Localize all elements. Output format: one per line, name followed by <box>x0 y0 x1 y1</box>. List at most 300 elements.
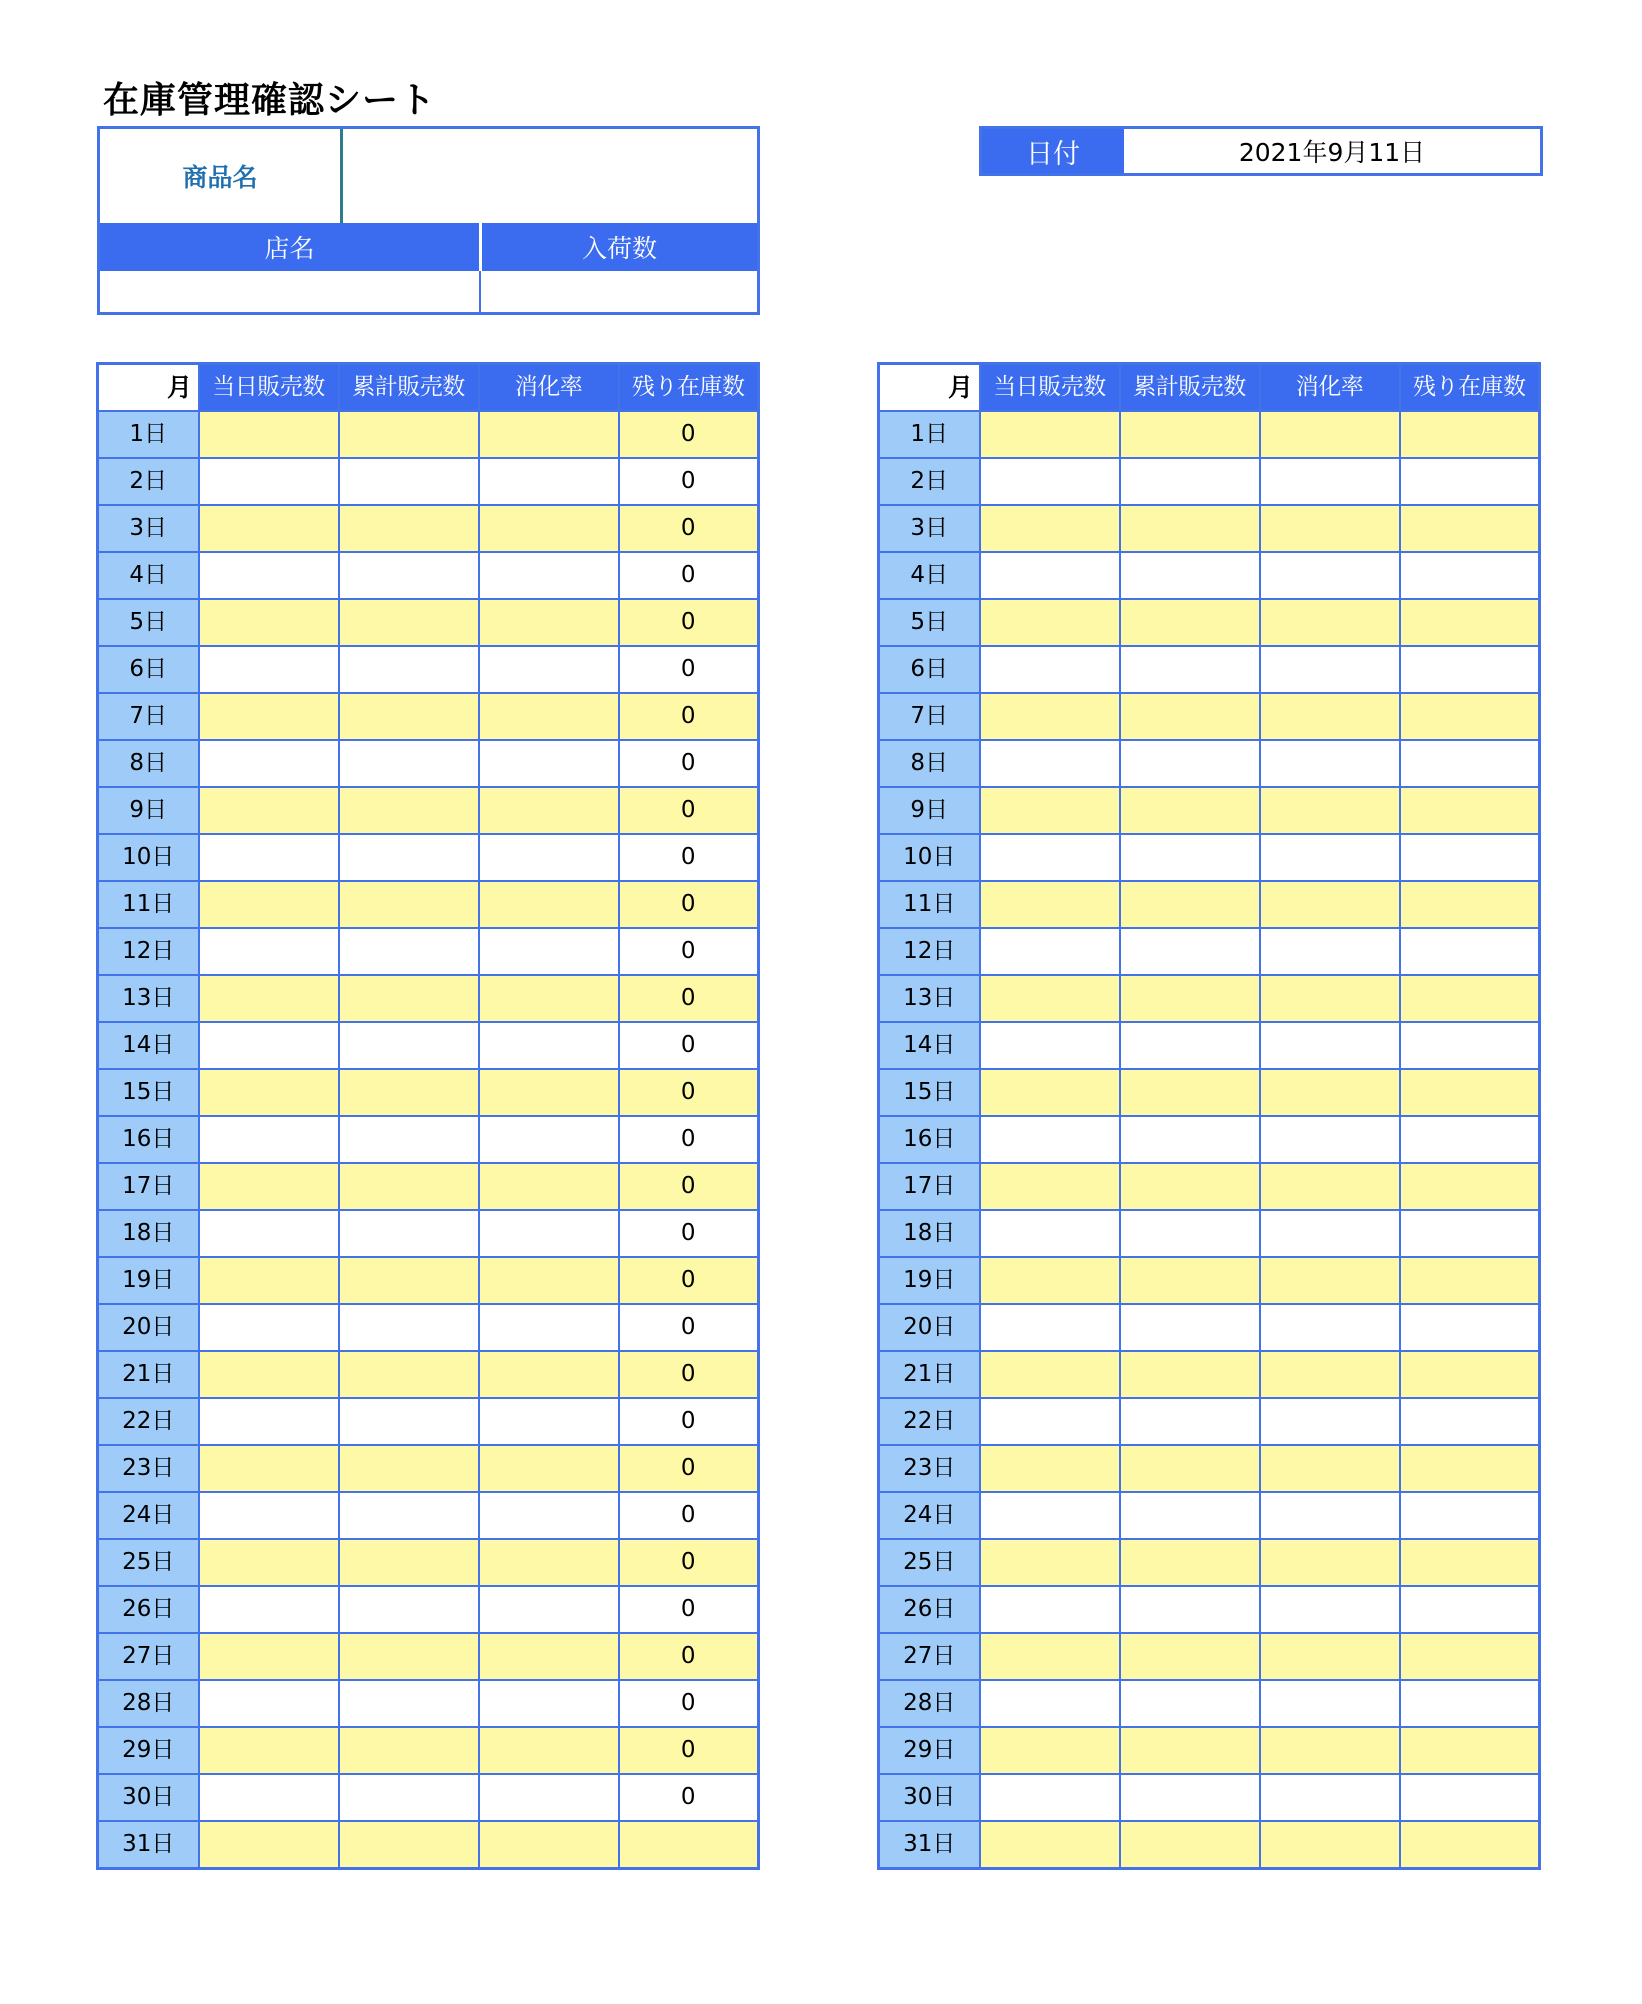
store-name-field[interactable] <box>100 271 479 312</box>
digestion-rate-cell[interactable] <box>479 599 619 646</box>
cumulative-sales-cell[interactable] <box>339 1351 479 1398</box>
digestion-rate-cell[interactable] <box>479 1351 619 1398</box>
remaining-stock-cell[interactable] <box>1400 1351 1540 1398</box>
cumulative-sales-cell[interactable] <box>339 1257 479 1304</box>
cumulative-sales-cell[interactable] <box>339 928 479 975</box>
cumulative-sales-cell[interactable] <box>339 1680 479 1727</box>
daily-sales-cell[interactable] <box>980 599 1120 646</box>
digestion-rate-cell[interactable] <box>1260 1069 1400 1116</box>
digestion-rate-cell[interactable] <box>1260 599 1400 646</box>
day-label: 30日 <box>98 1774 199 1821</box>
table-row <box>879 1163 1540 1210</box>
daily-sales-cell[interactable] <box>980 458 1120 505</box>
remaining-stock-cell[interactable] <box>1400 1680 1540 1727</box>
digestion-rate-cell[interactable] <box>1260 1680 1400 1727</box>
daily-sales-cell[interactable] <box>199 1069 339 1116</box>
table-row <box>98 411 759 458</box>
digestion-rate-cell[interactable] <box>1260 1351 1400 1398</box>
remaining-stock-cell[interactable]: 0 <box>619 1304 759 1351</box>
digestion-rate-cell[interactable] <box>479 1492 619 1539</box>
daily-sales-cell[interactable] <box>980 1821 1120 1869</box>
remaining-stock-cell[interactable]: 0 <box>619 975 759 1022</box>
remaining-stock-cell[interactable] <box>1400 599 1540 646</box>
day-label: 25日 <box>879 1539 980 1586</box>
remaining-stock-cell[interactable] <box>1400 975 1540 1022</box>
cumulative-sales-cell[interactable] <box>1120 1116 1260 1163</box>
remaining-stock-cell[interactable] <box>1400 411 1540 458</box>
remaining-stock-cell[interactable] <box>1400 1586 1540 1633</box>
remaining-stock-cell[interactable]: 0 <box>619 1257 759 1304</box>
remaining-stock-cell[interactable] <box>1400 1539 1540 1586</box>
daily-sales-cell[interactable] <box>199 975 339 1022</box>
digestion-rate-header: 消化率 <box>479 364 619 412</box>
day-label: 2日 <box>879 458 980 505</box>
digestion-rate-cell[interactable] <box>479 646 619 693</box>
remaining-stock-cell[interactable]: 0 <box>619 1774 759 1821</box>
cumulative-sales-cell[interactable] <box>339 975 479 1022</box>
cumulative-sales-cell[interactable] <box>1120 505 1260 552</box>
month-header[interactable]: 月 <box>879 364 980 412</box>
remaining-stock-cell[interactable]: 0 <box>619 1398 759 1445</box>
remaining-stock-cell[interactable]: 0 <box>619 1539 759 1586</box>
daily-sales-cell[interactable] <box>980 693 1120 740</box>
table-row <box>98 1351 759 1398</box>
table-row <box>879 928 1540 975</box>
daily-sales-cell[interactable] <box>199 1492 339 1539</box>
digestion-rate-cell[interactable] <box>479 693 619 740</box>
daily-sales-cell[interactable] <box>199 552 339 599</box>
remaining-stock-cell[interactable] <box>1400 787 1540 834</box>
daily-sales-cell[interactable] <box>980 1304 1120 1351</box>
cumulative-sales-cell[interactable] <box>1120 1586 1260 1633</box>
day-label: 24日 <box>98 1492 199 1539</box>
digestion-rate-cell[interactable] <box>1260 1257 1400 1304</box>
remaining-stock-cell[interactable] <box>1400 1163 1540 1210</box>
day-label: 23日 <box>98 1445 199 1492</box>
digestion-rate-cell[interactable] <box>1260 1163 1400 1210</box>
cumulative-sales-cell[interactable] <box>1120 1539 1260 1586</box>
cumulative-sales-cell[interactable] <box>339 740 479 787</box>
daily-sales-cell[interactable] <box>980 552 1120 599</box>
digestion-rate-cell[interactable] <box>479 1304 619 1351</box>
cumulative-sales-cell[interactable] <box>1120 1257 1260 1304</box>
remaining-stock-cell[interactable]: 0 <box>619 505 759 552</box>
remaining-stock-cell[interactable] <box>1400 1210 1540 1257</box>
digestion-rate-cell[interactable] <box>1260 834 1400 881</box>
table-row <box>879 1257 1540 1304</box>
digestion-rate-cell[interactable] <box>479 1680 619 1727</box>
digestion-rate-cell[interactable] <box>479 787 619 834</box>
digestion-rate-cell[interactable] <box>479 1727 619 1774</box>
day-label: 31日 <box>879 1821 980 1869</box>
remaining-stock-cell[interactable]: 0 <box>619 1445 759 1492</box>
digestion-rate-cell[interactable] <box>1260 1586 1400 1633</box>
remaining-stock-cell[interactable]: 0 <box>619 834 759 881</box>
table-row <box>98 787 759 834</box>
cumulative-sales-cell[interactable] <box>1120 740 1260 787</box>
daily-sales-cell[interactable] <box>980 1398 1120 1445</box>
digestion-rate-cell[interactable] <box>1260 928 1400 975</box>
cumulative-sales-cell[interactable] <box>1120 1398 1260 1445</box>
daily-sales-cell[interactable] <box>980 505 1120 552</box>
cumulative-sales-cell[interactable] <box>1120 1445 1260 1492</box>
remaining-stock-cell[interactable]: 0 <box>619 1163 759 1210</box>
daily-sales-cell[interactable] <box>199 1210 339 1257</box>
remaining-stock-cell[interactable] <box>1400 1022 1540 1069</box>
digestion-rate-cell[interactable] <box>479 740 619 787</box>
table-row <box>98 505 759 552</box>
remaining-stock-cell[interactable] <box>1400 1069 1540 1116</box>
remaining-stock-cell[interactable] <box>1400 928 1540 975</box>
remaining-stock-cell[interactable] <box>1400 1257 1540 1304</box>
daily-sales-cell[interactable] <box>199 1727 339 1774</box>
daily-sales-cell[interactable] <box>980 411 1120 458</box>
date-field[interactable]: 2021年9月11日 <box>1238 138 1426 167</box>
table-row <box>879 1351 1540 1398</box>
cumulative-sales-cell[interactable] <box>1120 1210 1260 1257</box>
cumulative-sales-cell[interactable] <box>1120 1069 1260 1116</box>
daily-sales-cell[interactable] <box>199 1680 339 1727</box>
remaining-stock-cell[interactable]: 0 <box>619 881 759 928</box>
daily-sales-cell[interactable] <box>980 1492 1120 1539</box>
daily-sales-cell[interactable] <box>980 1727 1120 1774</box>
remaining-stock-cell[interactable]: 0 <box>619 693 759 740</box>
daily-sales-cell[interactable] <box>980 834 1120 881</box>
table-row <box>879 1492 1540 1539</box>
cumulative-sales-cell[interactable] <box>1120 411 1260 458</box>
digestion-rate-cell[interactable] <box>479 1539 619 1586</box>
remaining-stock-cell[interactable] <box>1400 1633 1540 1680</box>
cumulative-sales-cell[interactable] <box>1120 1821 1260 1869</box>
daily-sales-cell[interactable] <box>199 693 339 740</box>
cumulative-sales-cell[interactable] <box>1120 458 1260 505</box>
digestion-rate-cell[interactable] <box>1260 1774 1400 1821</box>
remaining-stock-cell[interactable] <box>1400 693 1540 740</box>
day-label: 21日 <box>98 1351 199 1398</box>
remaining-stock-cell[interactable]: 0 <box>619 1116 759 1163</box>
daily-sales-cell[interactable] <box>199 458 339 505</box>
digestion-rate-cell[interactable] <box>1260 1727 1400 1774</box>
digestion-rate-cell[interactable] <box>1260 740 1400 787</box>
daily-sales-cell[interactable] <box>980 1774 1120 1821</box>
daily-sales-cell[interactable] <box>199 1821 339 1869</box>
cumulative-sales-cell[interactable] <box>339 693 479 740</box>
daily-sales-cell[interactable] <box>980 928 1120 975</box>
remaining-stock-cell[interactable]: 0 <box>619 458 759 505</box>
daily-sales-cell[interactable] <box>199 1539 339 1586</box>
daily-sales-cell[interactable] <box>980 787 1120 834</box>
digestion-rate-cell[interactable] <box>1260 1022 1400 1069</box>
table-row <box>879 1304 1540 1351</box>
daily-sales-cell[interactable] <box>980 1210 1120 1257</box>
cumulative-sales-cell[interactable] <box>1120 787 1260 834</box>
cumulative-sales-cell[interactable] <box>1120 1680 1260 1727</box>
daily-sales-cell[interactable] <box>199 1398 339 1445</box>
digestion-rate-cell[interactable] <box>479 505 619 552</box>
remaining-stock-cell[interactable] <box>1400 881 1540 928</box>
daily-sales-cell[interactable] <box>199 1351 339 1398</box>
arrival-count-field[interactable] <box>481 271 757 312</box>
digestion-rate-cell[interactable] <box>1260 881 1400 928</box>
daily-sales-cell[interactable] <box>199 928 339 975</box>
cumulative-sales-cell[interactable] <box>339 1539 479 1586</box>
cumulative-sales-cell[interactable] <box>339 1210 479 1257</box>
remaining-stock-cell[interactable]: 0 <box>619 1633 759 1680</box>
cumulative-sales-cell[interactable] <box>1120 646 1260 693</box>
cumulative-sales-cell[interactable] <box>339 1304 479 1351</box>
daily-sales-cell[interactable] <box>199 1163 339 1210</box>
digestion-rate-cell[interactable] <box>479 834 619 881</box>
digestion-rate-cell[interactable] <box>479 458 619 505</box>
daily-sales-cell[interactable] <box>199 599 339 646</box>
remaining-stock-cell[interactable]: 0 <box>619 1586 759 1633</box>
digestion-rate-cell[interactable] <box>1260 411 1400 458</box>
cumulative-sales-cell[interactable] <box>339 834 479 881</box>
daily-sales-cell[interactable] <box>199 1774 339 1821</box>
digestion-rate-cell[interactable] <box>479 975 619 1022</box>
remaining-stock-cell[interactable]: 0 <box>619 599 759 646</box>
table-row <box>98 1586 759 1633</box>
cumulative-sales-cell[interactable] <box>1120 1727 1260 1774</box>
remaining-stock-cell[interactable] <box>1400 740 1540 787</box>
remaining-stock-cell[interactable]: 0 <box>619 928 759 975</box>
digestion-rate-cell[interactable] <box>1260 458 1400 505</box>
daily-sales-cell[interactable] <box>980 1116 1120 1163</box>
digestion-rate-cell[interactable] <box>1260 975 1400 1022</box>
remaining-stock-cell[interactable] <box>1400 1774 1540 1821</box>
remaining-stock-cell[interactable] <box>1400 505 1540 552</box>
daily-sales-cell[interactable] <box>199 1304 339 1351</box>
digestion-rate-cell[interactable] <box>1260 1116 1400 1163</box>
daily-sales-cell[interactable] <box>199 1116 339 1163</box>
cumulative-sales-cell[interactable] <box>339 599 479 646</box>
remaining-stock-cell[interactable] <box>1400 1821 1540 1869</box>
month-header[interactable]: 月 <box>98 364 199 412</box>
digestion-rate-cell[interactable] <box>479 1821 619 1869</box>
remaining-stock-cell[interactable]: 0 <box>619 1351 759 1398</box>
remaining-stock-cell[interactable]: 0 <box>619 1069 759 1116</box>
day-label: 18日 <box>879 1210 980 1257</box>
remaining-stock-cell[interactable]: 0 <box>619 740 759 787</box>
daily-sales-cell[interactable] <box>199 505 339 552</box>
daily-sales-cell[interactable] <box>199 1022 339 1069</box>
daily-sales-cell[interactable] <box>980 975 1120 1022</box>
digestion-rate-cell[interactable] <box>479 1210 619 1257</box>
digestion-rate-cell[interactable] <box>1260 646 1400 693</box>
table-row <box>879 975 1540 1022</box>
daily-sales-cell[interactable] <box>980 1069 1120 1116</box>
daily-sales-cell[interactable] <box>980 1445 1120 1492</box>
digestion-rate-cell[interactable] <box>479 1398 619 1445</box>
day-label: 13日 <box>879 975 980 1022</box>
table-row <box>98 975 759 1022</box>
digestion-rate-cell[interactable] <box>479 1116 619 1163</box>
day-label: 27日 <box>879 1633 980 1680</box>
table-row <box>98 1069 759 1116</box>
cumulative-sales-cell[interactable] <box>1120 552 1260 599</box>
day-label: 15日 <box>879 1069 980 1116</box>
cumulative-sales-cell[interactable] <box>339 1163 479 1210</box>
cumulative-sales-cell[interactable] <box>339 1069 479 1116</box>
cumulative-sales-cell[interactable] <box>1120 881 1260 928</box>
cumulative-sales-cell[interactable] <box>339 1633 479 1680</box>
digestion-rate-cell[interactable] <box>479 1445 619 1492</box>
remaining-stock-cell[interactable]: 0 <box>619 1022 759 1069</box>
cumulative-sales-cell[interactable] <box>339 646 479 693</box>
product-name-label: 商品名 <box>100 129 343 226</box>
digestion-rate-cell[interactable] <box>479 881 619 928</box>
day-label: 5日 <box>98 599 199 646</box>
remaining-stock-cell[interactable]: 0 <box>619 411 759 458</box>
daily-sales-cell[interactable] <box>980 1351 1120 1398</box>
remaining-stock-cell[interactable] <box>1400 1727 1540 1774</box>
cumulative-sales-cell[interactable] <box>1120 693 1260 740</box>
digestion-rate-cell[interactable] <box>479 1633 619 1680</box>
daily-sales-cell[interactable] <box>980 646 1120 693</box>
remaining-stock-cell[interactable] <box>1400 458 1540 505</box>
daily-sales-cell[interactable] <box>199 646 339 693</box>
digestion-rate-cell[interactable] <box>1260 1539 1400 1586</box>
cumulative-sales-cell[interactable] <box>1120 1633 1260 1680</box>
table-row <box>98 458 759 505</box>
cumulative-sales-cell[interactable] <box>339 552 479 599</box>
cumulative-sales-cell[interactable] <box>1120 1163 1260 1210</box>
remaining-stock-cell[interactable] <box>1400 834 1540 881</box>
daily-sales-cell[interactable] <box>199 1445 339 1492</box>
digestion-rate-cell[interactable] <box>479 928 619 975</box>
cumulative-sales-cell[interactable] <box>339 1492 479 1539</box>
digestion-rate-cell[interactable] <box>1260 1445 1400 1492</box>
digestion-rate-cell[interactable] <box>1260 787 1400 834</box>
daily-sales-cell[interactable] <box>199 787 339 834</box>
cumulative-sales-cell[interactable] <box>339 1116 479 1163</box>
cumulative-sales-cell[interactable] <box>1120 1774 1260 1821</box>
table-row <box>879 1210 1540 1257</box>
daily-sales-cell[interactable] <box>199 1586 339 1633</box>
daily-sales-cell[interactable] <box>980 1539 1120 1586</box>
cumulative-sales-cell[interactable] <box>1120 975 1260 1022</box>
remaining-stock-cell[interactable] <box>1400 1304 1540 1351</box>
day-label: 24日 <box>879 1492 980 1539</box>
remaining-stock-cell[interactable]: 0 <box>619 646 759 693</box>
daily-sales-cell[interactable] <box>980 1586 1120 1633</box>
digestion-rate-cell[interactable] <box>479 1069 619 1116</box>
digestion-rate-cell[interactable] <box>1260 505 1400 552</box>
day-label: 7日 <box>879 693 980 740</box>
cumulative-sales-header: 累計販売数 <box>1120 364 1260 412</box>
daily-sales-cell[interactable] <box>199 1633 339 1680</box>
day-label: 9日 <box>98 787 199 834</box>
digestion-rate-cell[interactable] <box>1260 1210 1400 1257</box>
cumulative-sales-cell[interactable] <box>339 881 479 928</box>
digestion-rate-cell[interactable] <box>1260 552 1400 599</box>
cumulative-sales-cell[interactable] <box>339 1774 479 1821</box>
digestion-rate-cell[interactable] <box>479 411 619 458</box>
table-row <box>98 881 759 928</box>
cumulative-sales-cell[interactable] <box>339 458 479 505</box>
product-name-field[interactable] <box>343 129 757 223</box>
daily-sales-cell[interactable] <box>980 1163 1120 1210</box>
cumulative-sales-cell[interactable] <box>339 1398 479 1445</box>
digestion-rate-cell[interactable] <box>479 552 619 599</box>
cumulative-sales-cell[interactable] <box>339 411 479 458</box>
cumulative-sales-cell[interactable] <box>339 1445 479 1492</box>
digestion-rate-cell[interactable] <box>1260 1304 1400 1351</box>
cumulative-sales-cell[interactable] <box>339 1586 479 1633</box>
daily-sales-cell[interactable] <box>199 834 339 881</box>
daily-sales-cell[interactable] <box>199 411 339 458</box>
daily-sales-cell[interactable] <box>980 1680 1120 1727</box>
cumulative-sales-cell[interactable] <box>1120 1304 1260 1351</box>
cumulative-sales-cell[interactable] <box>1120 1351 1260 1398</box>
cumulative-sales-cell[interactable] <box>339 505 479 552</box>
daily-sales-cell[interactable] <box>199 881 339 928</box>
remaining-stock-cell[interactable]: 0 <box>619 1210 759 1257</box>
digestion-rate-cell[interactable] <box>1260 1633 1400 1680</box>
day-label: 13日 <box>98 975 199 1022</box>
remaining-stock-cell[interactable] <box>1400 1398 1540 1445</box>
day-label: 9日 <box>879 787 980 834</box>
table-row <box>98 1774 759 1821</box>
day-label: 3日 <box>98 505 199 552</box>
daily-sales-cell[interactable] <box>199 740 339 787</box>
table-row <box>879 1069 1540 1116</box>
cumulative-sales-cell[interactable] <box>1120 834 1260 881</box>
remaining-stock-cell[interactable] <box>1400 552 1540 599</box>
daily-sales-cell[interactable] <box>980 1257 1120 1304</box>
daily-sales-cell[interactable] <box>199 1257 339 1304</box>
cumulative-sales-cell[interactable] <box>1120 928 1260 975</box>
remaining-stock-cell[interactable]: 0 <box>619 787 759 834</box>
digestion-rate-cell[interactable] <box>1260 693 1400 740</box>
digestion-rate-cell[interactable] <box>1260 1492 1400 1539</box>
cumulative-sales-cell[interactable] <box>339 1727 479 1774</box>
digestion-rate-cell[interactable] <box>479 1022 619 1069</box>
remaining-stock-cell[interactable]: 0 <box>619 1492 759 1539</box>
cumulative-sales-cell[interactable] <box>1120 1022 1260 1069</box>
digestion-rate-cell[interactable] <box>479 1257 619 1304</box>
remaining-stock-cell[interactable]: 0 <box>619 1727 759 1774</box>
table-row <box>879 1633 1540 1680</box>
digestion-rate-cell[interactable] <box>479 1586 619 1633</box>
digestion-rate-cell[interactable] <box>479 1774 619 1821</box>
daily-sales-cell[interactable] <box>980 881 1120 928</box>
daily-sales-cell[interactable] <box>980 740 1120 787</box>
remaining-stock-cell[interactable]: 0 <box>619 1680 759 1727</box>
digestion-rate-cell[interactable] <box>1260 1398 1400 1445</box>
cumulative-sales-cell[interactable] <box>339 787 479 834</box>
remaining-stock-cell[interactable] <box>1400 1116 1540 1163</box>
remaining-stock-cell[interactable] <box>1400 646 1540 693</box>
daily-sales-cell[interactable] <box>980 1022 1120 1069</box>
remaining-stock-cell[interactable] <box>1400 1445 1540 1492</box>
sheet-title: 在庫管理確認シート <box>103 80 437 121</box>
daily-sales-cell[interactable] <box>980 1633 1120 1680</box>
day-label: 23日 <box>879 1445 980 1492</box>
day-label: 25日 <box>98 1539 199 1586</box>
cumulative-sales-cell[interactable] <box>339 1022 479 1069</box>
digestion-rate-cell[interactable] <box>479 1163 619 1210</box>
remaining-stock-cell[interactable] <box>1400 1492 1540 1539</box>
remaining-stock-cell[interactable]: 0 <box>619 552 759 599</box>
remaining-stock-cell[interactable] <box>619 1821 759 1869</box>
cumulative-sales-cell[interactable] <box>339 1821 479 1869</box>
digestion-rate-cell[interactable] <box>1260 1821 1400 1869</box>
cumulative-sales-cell[interactable] <box>1120 1492 1260 1539</box>
table-row <box>98 693 759 740</box>
cumulative-sales-cell[interactable] <box>1120 599 1260 646</box>
remaining-stock-header: 残り在庫数 <box>1400 364 1540 412</box>
